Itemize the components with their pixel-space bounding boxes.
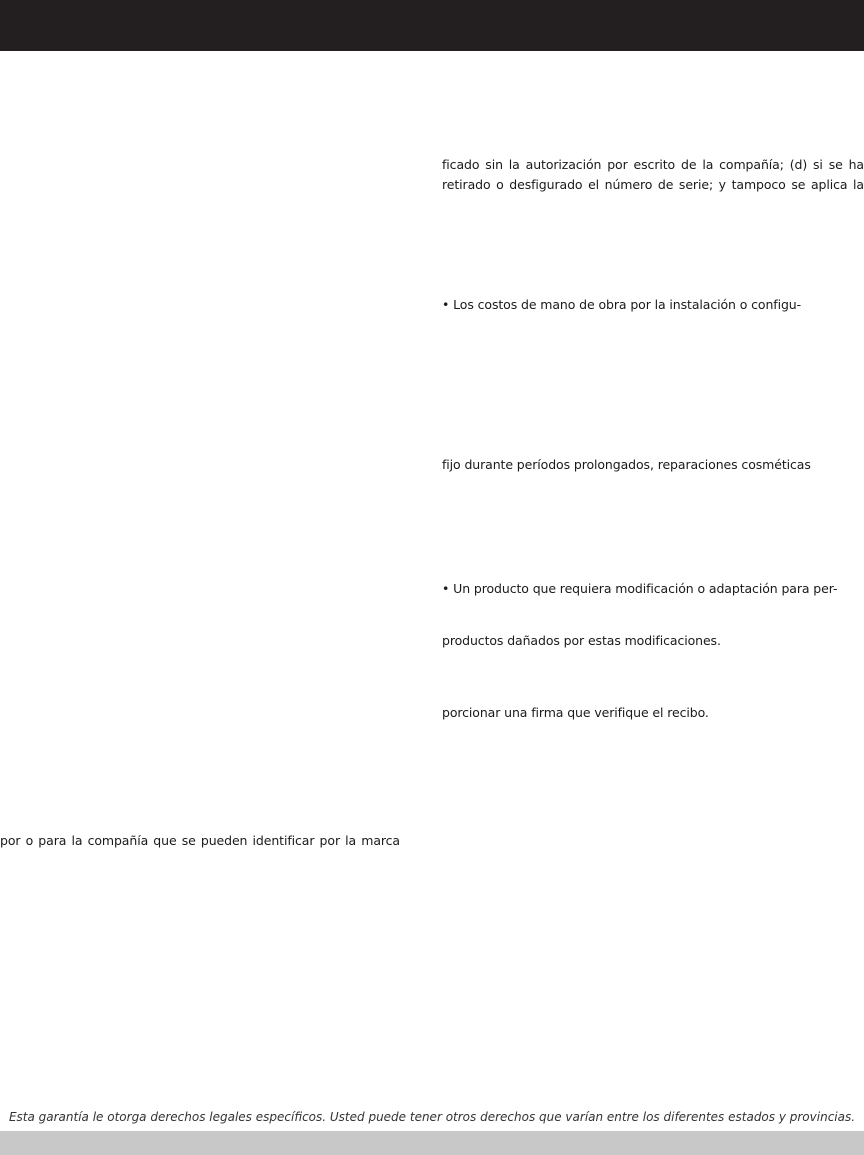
warranty-text-line: porcionar una firma que verifique el recibo. <box>442 705 709 720</box>
warranty-text-line: ficado sin la autorización por escrito de la compañía; (d) si se ha <box>442 157 864 172</box>
warranty-text-line: productos dañados por estas modificaciones. <box>442 633 721 648</box>
warranty-text-line: por o para la compañía que se pueden identificar por la marca <box>0 833 400 848</box>
legal-rights-note: Esta garantía le otorga derechos legales específicos. Usted puede tener otros derechos que varían entre los diferentes estados y provincias. <box>8 1110 856 1124</box>
exclusion-bullet-modification: • Un producto que requiera modificación o adaptación para per- <box>442 581 838 596</box>
warranty-text-line: retirado o desfigurado el número de serie; y tampoco se aplica la <box>442 177 864 192</box>
exclusion-bullet-labor-costs: • Los costos de mano de obra por la instalación o configu- <box>442 297 802 312</box>
warranty-text-line: fijo durante períodos prolongados, reparaciones cosméticas <box>442 457 811 472</box>
footer-band <box>0 1131 864 1155</box>
header-band <box>0 0 864 51</box>
